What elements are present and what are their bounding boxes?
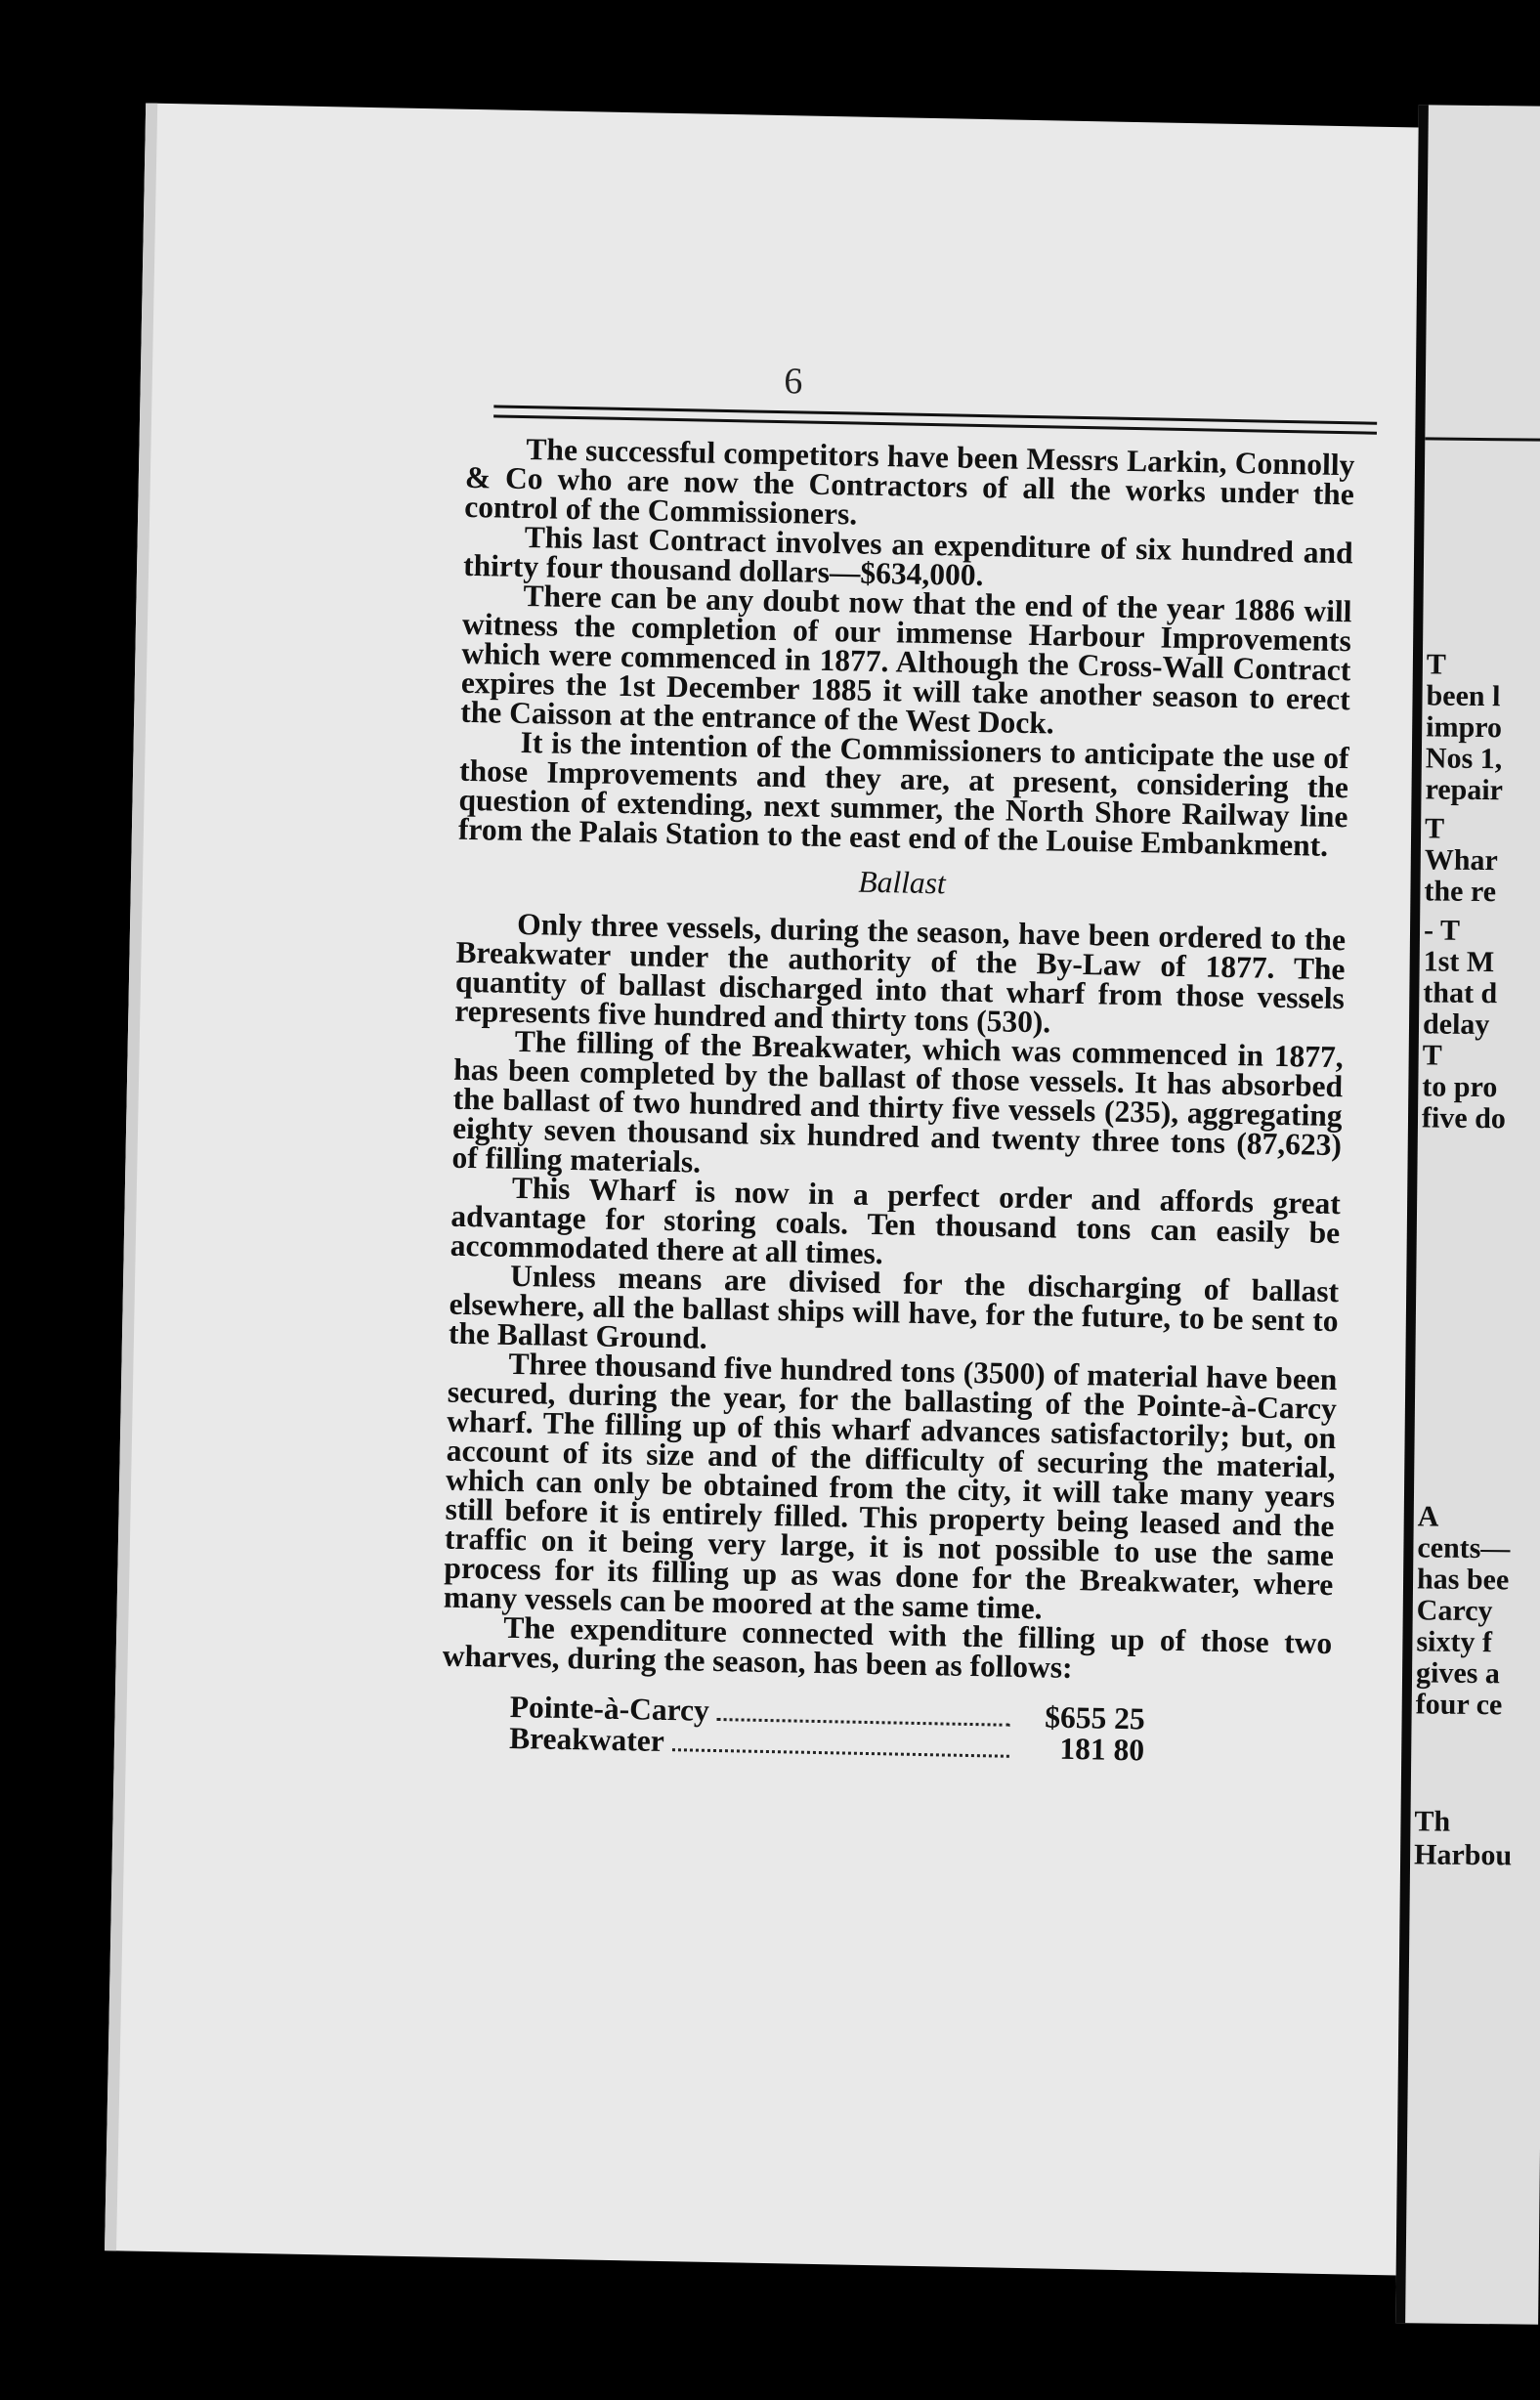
right-fragment: 1st M: [1423, 945, 1495, 979]
right-fragment: gives a: [1415, 1656, 1501, 1691]
right-fragment: T: [1422, 1039, 1442, 1072]
scan-border: [0, 0, 1540, 107]
paragraph: There can be any doubt now that the end of the year 1886 will witness the completion of our immense Harbour Improvements which were commenced in 1877. Although the Cross-Wall Contract expires the 1st December 1885 it will take another season to erect the Caisson at the entrance of the West Dock.: [459, 579, 1352, 741]
right-fragment: four ce: [1415, 1688, 1503, 1722]
header-rule-bottom: [493, 414, 1377, 434]
right-fragment: has bee: [1416, 1563, 1510, 1597]
expenditure-amount: 181 80: [1059, 1731, 1145, 1768]
expenditure-table: [508, 1689, 1146, 1768]
paragraph: Three thousand five hundred tons (3500) of material have been secured, during the year, for the ballasting of the Pointe-à-Carcy wharf. The filling up of this wharf advances satisfactorily; but, on account of its size and of the difficulty of securing the material, which can only be obtained from the city, it will take many years still before it is entirely filled. This property being leased and the traffic on it being very large, it is not possible to use the same process for its filling up as was done for the Breakwater, where many vessels can be moored at the same time.: [443, 1346, 1338, 1626]
right-fragment: sixty f: [1416, 1625, 1493, 1659]
paragraph: The successful competitors have been Messrs Larkin, Connolly & Co who are now the Contractors of all the works under the control of the Commissioners.: [464, 432, 1355, 532]
paragraph: It is the intention of the Commissioners to anticipate the use of those Improvements and they are, at present, considering the question of extending, next summer, the North Shore Railway line from the Palais Station to the east end of the Louise Embankment.: [457, 724, 1349, 863]
paragraph: The filling of the Breakwater, which was commenced in 1877, has been completed by the ballast of those vessels. It has absorbed the ballast of two hundred and thirty five vessels (235), aggregating eighty seven thousand six hundred and twenty three tons (87,623) of filling materials.: [451, 1023, 1345, 1179]
expenditure-amount: $655 25: [1044, 1699, 1146, 1736]
right-fragment: Whar: [1424, 843, 1498, 878]
paragraph: Only three vessels, during the season, have been ordered to the Breakwater under the authority of the By-Law of 1877. The quantity of ballast discharged into that wharf from those vessels represents five hundred and thirty tons (530).: [454, 906, 1347, 1040]
paragraph: This Wharf is now in a perfect order and affords great advantage for storing coals. Ten thousand tons can easily be accommodated there at all times.: [449, 1170, 1342, 1271]
expenditure-label: Pointe-à-Carcy: [509, 1689, 710, 1728]
right-fragment: T: [1426, 648, 1447, 681]
left-page: [105, 103, 1439, 2275]
right-fragment: delay: [1422, 1007, 1490, 1042]
right-page-edge: [1395, 105, 1540, 2324]
right-fragment: Harbou: [1413, 1838, 1513, 1872]
section-heading: Ballast: [858, 864, 947, 901]
right-fragment: Nos 1,: [1425, 742, 1503, 776]
paragraph: This last Contract involves an expenditure of six hundred and thirty four thousand dollars—$634,000.: [462, 520, 1353, 593]
page-number: 6: [783, 361, 803, 403]
right-fragment: Carcy: [1416, 1594, 1493, 1628]
dot-leader: [717, 1696, 1010, 1727]
paragraph: Unless means are divised for the discharging of ballast elsewhere, all the ballast ships will have, for the future, to be sent to the Ballast Ground.: [448, 1258, 1340, 1355]
right-fragment: T: [1424, 812, 1445, 845]
right-fragment: repair: [1425, 773, 1504, 807]
right-fragment: five do: [1421, 1101, 1507, 1136]
right-fragment: - T: [1423, 914, 1461, 947]
right-fragment: that d: [1423, 976, 1498, 1010]
right-fragment: cents—: [1417, 1531, 1511, 1565]
paragraph: The expenditure connected with the filling up of those two wharves, during the season, has been as follows:: [442, 1609, 1333, 1685]
page-body: [441, 434, 1355, 1770]
right-fragment: impro: [1426, 710, 1503, 745]
right-fragment: the re: [1424, 875, 1497, 909]
right-fragment: been l: [1426, 679, 1501, 713]
right-fragment: Th: [1414, 1805, 1451, 1838]
right-header-rule: [1425, 437, 1540, 441]
right-fragment: A: [1417, 1500, 1439, 1533]
expenditure-label: Breakwater: [508, 1720, 665, 1758]
dot-leader: [672, 1727, 1010, 1758]
right-fragment: to pro: [1422, 1070, 1498, 1104]
